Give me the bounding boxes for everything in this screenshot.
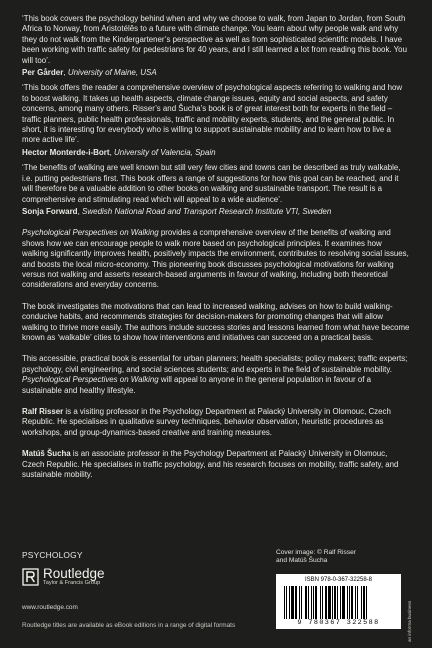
barcode-bars (284, 586, 395, 619)
isbn-label: ISBN 978-0-367-32258-8 (304, 577, 373, 583)
barcode-bar (334, 586, 336, 619)
barcode-bar (347, 586, 348, 619)
endorsement-quote: ‘This book offers the reader a comprehensive overview of psychological aspects referring to walking and how to boost walking. It takes up health aspects, climate change issues, equity and social aspects, and safety concerns, among many others. Risser’s and Šucha’s book is of great interest both for experts in the field – traffic planners, public health professionals, traffic and mobility experts, students, and the general public. In short, it is interesting for everybody who is willing to support sustainable mobility and to learn how to live a more active life’. (22, 83, 403, 145)
barcode-bar (305, 586, 307, 619)
publisher-url: www.routledge.com (22, 604, 78, 611)
barcode-bar (361, 586, 362, 619)
barcode-bar (301, 586, 302, 619)
barcode-bar (295, 586, 297, 619)
endorsement-quote: ‘This book covers the psychology behind when and why we choose to walk, from Japan to Jordan, from South Africa to Norway, from Aristotélês to a future with climate change. You learn about why people walk and why they do not walk from the Kindergartener’s perspective as well as from sophisticated scientific models. I have been working with traffic safety for pedestrians for 40 years, and I still learned a lot from reading this book. You will too’. (22, 14, 407, 65)
publisher-name: Routledge (43, 566, 105, 581)
description-paragraph: The book investigates the motivations that can lead to increased walking, advises on how to build walking-conducive habits, and recommends strategies for decision-makers for promoting changes that will allow walking to thrive more easily. The authors include success stories and lessons learned from what have become known as ‘walkable’ cities to show how interventions and initiatives can succeed on a practical basis. (22, 301, 410, 342)
barcode-bar (313, 586, 314, 619)
barcode-bar (355, 586, 356, 619)
endorsement-attribution: Hector Monterde-i-Bort, University of Valencia, Spain (22, 147, 216, 157)
endorser-name: Sonja Forward (22, 206, 78, 216)
book-title: Psychological Perspectives on Walking (22, 228, 159, 238)
barcode-bar (299, 586, 300, 619)
barcode-bar (311, 586, 312, 619)
barcode-bar (308, 586, 309, 619)
barcode-bar (357, 586, 358, 619)
endorser-name: Hector Monterde-i-Bort (22, 147, 110, 157)
barcode-bar (340, 586, 341, 619)
barcode-bar (328, 586, 331, 619)
description-paragraph: This accessible, practical book is essential for urban planners; health specialists; policy makers; traffic experts; psychology, civil engineering, and social sciences students; and experts in the field of sustainable mobility. Psychological Perspectives on Walking will appeal to anyone in the general population in favour of a sustainable and healthy lifestyle. (22, 354, 408, 395)
barcode-bar (320, 586, 321, 619)
author-name: Matúš Šucha (22, 449, 71, 459)
barcode-bar (337, 586, 338, 619)
informa-tagline: an informa business (407, 600, 412, 642)
description-paragraph: Psychological Perspectives on Walking provides a comprehensive overview of the benefits of walking and shows how we can encourage people to walk more based on psychological principles. It examines how walking significantly improves health, positively impacts the environment, contributes to resolving social issues, and boosts the local micro-economy. This pioneering book discusses psychological motivations for walking versus not walking and asserts research-based arguments in favour of walking, including both theoretical considerations and everyday concerns. (22, 228, 409, 290)
barcode-bar (366, 586, 367, 619)
endorser-affiliation: University of Maine, USA (67, 68, 157, 78)
barcode-bar (332, 586, 333, 619)
barcode-bar (286, 586, 287, 619)
book-title: Psychological Perspectives on Walking (22, 375, 159, 385)
routledge-logo-icon (22, 568, 39, 586)
cover-credit: Cover image: © Ralf Risser and Matúš Šucha (276, 549, 356, 565)
isbn-barcode (276, 574, 401, 629)
barcode-bar (351, 586, 353, 619)
barcode-bar (349, 586, 350, 619)
subject-category: PSYCHOLOGY (22, 550, 83, 560)
endorsement-attribution: Per Gårder, University of Maine, USA (22, 68, 157, 78)
ebook-note: Routledge titles are available as eBook editions in a range of digital formats (22, 622, 236, 629)
barcode-bar (322, 586, 323, 619)
publisher-group: Taylor & Francis Group (43, 580, 101, 586)
endorsement-quote: ‘The benefits of walking are well known but still very few cities and towns can be described as truly walkable, i.e. putting pedestrians first. This book offers a range of suggestions for how this goal can be reached, and it will therefore be a valuable addition to other books on walking and sustainable transport. The result is a comprehensive and stimulating read which will appeal to a wide audience’. (22, 163, 401, 204)
barcode-bar (289, 586, 290, 619)
barcode-bar (325, 586, 327, 619)
back-cover-text (22, 14, 410, 480)
endorser-name: Per Gårder (22, 68, 64, 78)
endorser-affiliation: Swedish National Road and Transport Research Institute VTI, Sweden (82, 206, 332, 216)
barcode-bar (284, 586, 285, 619)
author-bio: Matúš Šucha is an associate professor in the Psychology Department at Palacký University in Olomouc, Czech Republic. He specialises in traffic psychology, and his research focuses on mobility, traffic safety, and sustainable mobility. (22, 449, 399, 480)
barcode-bar (342, 586, 345, 619)
endorser-affiliation: University of Valencia, Spain (114, 147, 216, 157)
author-bio: Ralf Risser is a visiting professor in the Psychology Department at Palacký University in Olomouc, Czech Republic. He specialises in qualitative survey techniques, behavior observation, heuristic procedures as workshops, and group-dynamics-based creative and training measures. (22, 407, 391, 437)
barcode-bar (315, 586, 317, 619)
barcode-bar (363, 586, 365, 619)
author-name: Ralf Risser (22, 407, 64, 416)
barcode-digits: 9 780367 322588 (297, 619, 380, 627)
publisher-logo (22, 567, 105, 587)
barcode-bar (291, 586, 294, 619)
endorsement-attribution: Sonja Forward, Swedish National Road and Transport Research Institute VTI, Sweden (22, 206, 332, 216)
